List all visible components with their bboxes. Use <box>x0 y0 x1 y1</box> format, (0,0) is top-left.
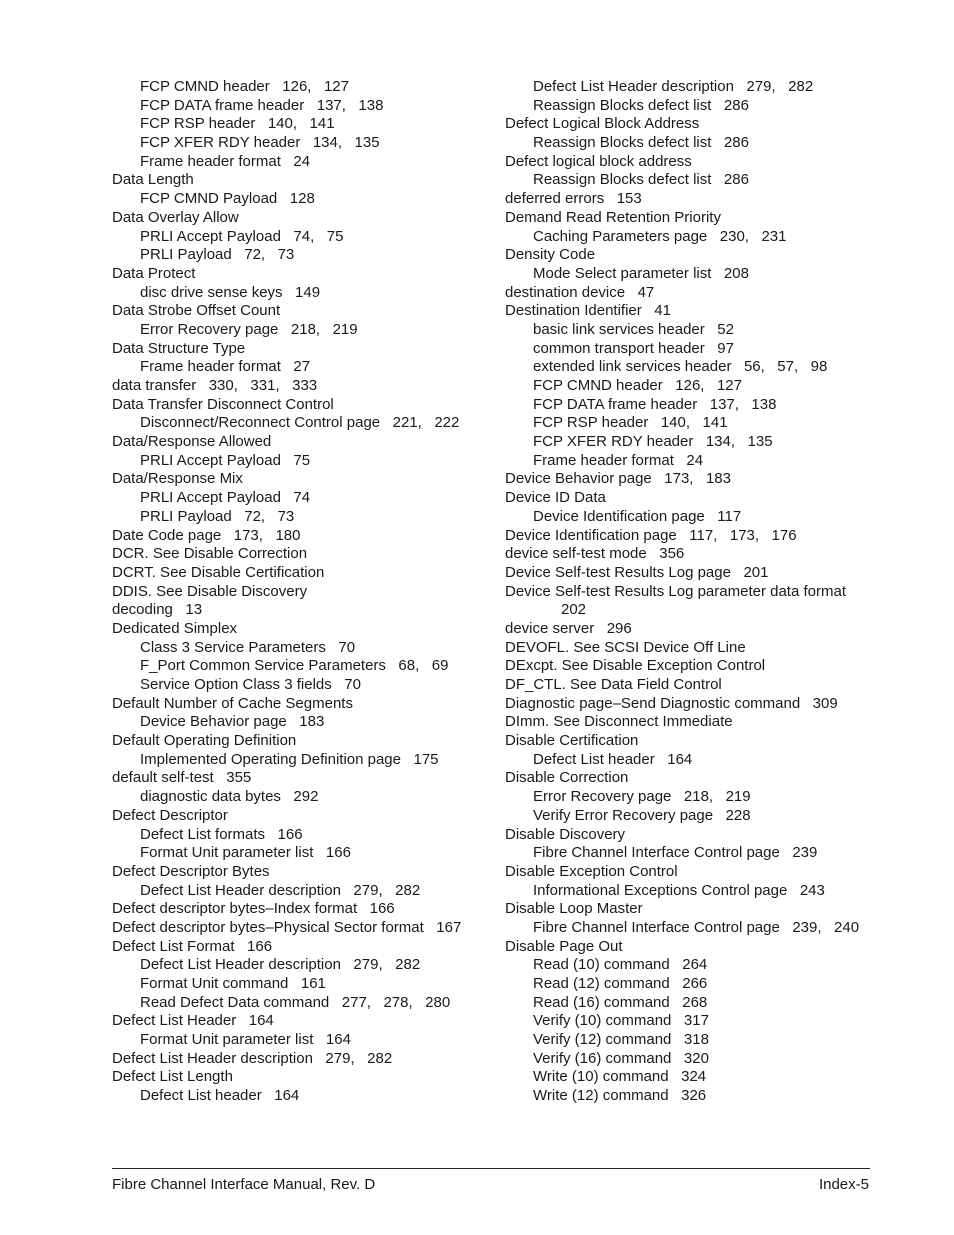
index-entry: Data Strobe Offset Count <box>112 302 281 320</box>
index-subentry: Format Unit parameter list 166 <box>140 844 351 862</box>
index-subentry: PRLI Accept Payload 74 <box>140 489 311 507</box>
index-subentry: Read (10) command 264 <box>533 956 708 974</box>
index-entry: Defect Descriptor Bytes <box>112 862 270 880</box>
index-subentry: Defect List formats 166 <box>140 825 303 843</box>
index-subentry: PRLI Payload 72, 73 <box>140 246 295 264</box>
index-entry: data transfer 330, 331, 333 <box>112 377 318 394</box>
index-entry: Data Overlay Allow <box>112 208 239 226</box>
index-entry: Defect List Length <box>112 1068 233 1086</box>
index-subentry: diagnostic data bytes 292 <box>140 788 319 806</box>
index-subentry: Verify Error Recovery page 228 <box>533 806 751 824</box>
index-entry: Diagnostic page–Send Diagnostic command 309 <box>505 694 838 712</box>
index-entry: DCRT. See Disable Certification <box>112 563 325 581</box>
index-entry: Data/Response Allowed <box>112 433 272 451</box>
index-subentry: Reassign Blocks defect list 286 <box>533 171 749 189</box>
index-subentry: FCP CMND header 126, 127 <box>533 377 742 394</box>
index-subentry: Read (16) command 268 <box>533 993 708 1011</box>
index-entry: Defect descriptor bytes–Physical Sector format 167 <box>112 918 462 936</box>
index-subentry: extended link services header 56, 57, 98 <box>533 358 828 376</box>
index-entry: DExcpt. See Disable Exception Control <box>505 657 766 675</box>
index-subentry: common transport header 97 <box>533 339 734 357</box>
index-subentry: Defect List header 164 <box>140 1087 300 1105</box>
index-subentry: FCP RSP header 140, 141 <box>533 414 728 432</box>
index-entry: Defect List Format 166 <box>112 937 273 955</box>
index-entry: Defect List Header 164 <box>112 1012 274 1030</box>
index-subentry: Fibre Channel Interface Control page 239 <box>533 844 818 862</box>
index-entry: Disable Discovery <box>505 825 626 843</box>
index-entry: DImm. See Disconnect Immediate <box>505 713 733 731</box>
index-subentry: Frame header format 27 <box>140 358 311 376</box>
index-subentry: Write (10) command 324 <box>533 1068 707 1086</box>
index-subentry: Reassign Blocks defect list 286 <box>533 134 749 152</box>
index-subentry: Device Identification page 117 <box>533 507 742 525</box>
index-subentry: Disconnect/Reconnect Control page 221, 222 <box>140 414 460 432</box>
index-entry: destination device 47 <box>505 283 655 301</box>
footer-page-number: Index-5 <box>818 1176 869 1193</box>
index-subentry: Verify (10) command 317 <box>533 1012 709 1030</box>
index-subentry: Implemented Operating Definition page 175 <box>140 750 439 768</box>
index-subentry: Frame header format 24 <box>140 152 311 170</box>
index-entry: Default Number of Cache Segments <box>112 694 353 712</box>
index-entry: Demand Read Retention Priority <box>505 208 721 226</box>
index-entry: device server 296 <box>505 619 632 637</box>
index-subentry: FCP XFER RDY header 134, 135 <box>140 134 380 152</box>
index-subentry: Format Unit parameter list 164 <box>140 1031 351 1049</box>
index-entry: Defect logical block address <box>505 152 692 170</box>
index-subentry: Defect List Header description 279, 282 <box>140 881 421 899</box>
index-subentry: FCP XFER RDY header 134, 135 <box>533 433 773 451</box>
index-subentry: Mode Select parameter list 208 <box>533 264 749 282</box>
index-entry: decoding 13 <box>112 601 203 619</box>
index-entry: Disable Loop Master <box>505 900 643 918</box>
index-entry: DCR. See Disable Correction <box>112 545 308 563</box>
index-subentry: Defect List header 164 <box>533 750 693 768</box>
index-subentry: FCP CMND header 126, 127 <box>140 78 349 95</box>
index-subentry: Reassign Blocks defect list 286 <box>533 96 749 114</box>
index-subentry: PRLI Payload 72, 73 <box>140 507 295 525</box>
index-subentry: Frame header format 24 <box>533 451 704 469</box>
index-entry: deferred errors 153 <box>505 190 642 208</box>
index-entry: Data Protect <box>112 264 196 282</box>
index-subentry: Verify (16) command 320 <box>533 1049 709 1067</box>
index-entry: Data Transfer Disconnect Control <box>112 395 334 413</box>
index-entry: Disable Certification <box>505 732 639 750</box>
index-entry: Device ID Data <box>505 489 606 507</box>
index-subentry: Informational Exceptions Control page 243 <box>533 881 825 899</box>
index-entry: Data Length <box>112 171 194 189</box>
index-entry: Dedicated Simplex <box>112 619 238 637</box>
index-column-right <box>505 78 885 1106</box>
index-subentry: Error Recovery page 218, 219 <box>140 320 358 338</box>
footer-rule <box>112 1168 870 1169</box>
index-subentry: F_Port Common Service Parameters 68, 69 <box>140 657 449 675</box>
index-entry: Defect descriptor bytes–Index format 166 <box>112 900 395 918</box>
index-subentry: Read (12) command 266 <box>533 975 708 992</box>
index-entry: Disable Exception Control <box>505 862 678 880</box>
index-subentry: disc drive sense keys 149 <box>140 283 321 301</box>
index-subentry: Read Defect Data command 277, 278, 280 <box>140 993 451 1011</box>
index-subentry: Format Unit command 161 <box>140 975 326 992</box>
index-entry: Density Code <box>505 246 596 264</box>
index-entry: Device Identification page 117, 173, 176 <box>505 526 797 544</box>
index-entry: Device Behavior page 173, 183 <box>505 470 731 488</box>
index-entry: Defect Descriptor <box>112 806 228 824</box>
index-entry: DF_CTL. See Data Field Control <box>505 676 722 693</box>
index-column-left <box>112 78 492 1106</box>
index-entry: device self-test mode 356 <box>505 545 685 563</box>
footer-manual-title: Fibre Channel Interface Manual, Rev. D <box>112 1176 376 1193</box>
index-subentry: Error Recovery page 218, 219 <box>533 788 751 806</box>
index-subentry: Service Option Class 3 fields 70 <box>140 676 361 693</box>
index-subentry: Defect List Header description 279, 282 <box>533 78 814 95</box>
index-subentry: Write (12) command 326 <box>533 1087 707 1105</box>
index-entry-continuation: 202 <box>561 601 587 619</box>
index-subentry: Fibre Channel Interface Control page 239, 240 <box>533 918 860 936</box>
index-entry: default self-test 355 <box>112 769 252 787</box>
index-subentry: Class 3 Service Parameters 70 <box>140 638 356 656</box>
index-subentry: PRLI Accept Payload 74, 75 <box>140 227 344 245</box>
index-subentry: Verify (12) command 318 <box>533 1031 709 1049</box>
index-subentry: FCP DATA frame header 137, 138 <box>140 96 384 114</box>
index-entry: Device Self-test Results Log page 201 <box>505 563 769 581</box>
index-entry: DEVOFL. See SCSI Device Off Line <box>505 638 746 656</box>
index-entry: DDIS. See Disable Discovery <box>112 582 308 600</box>
index-subentry: FCP DATA frame header 137, 138 <box>533 395 777 413</box>
index-entry: Destination Identifier 41 <box>505 302 671 320</box>
index-entry: Defect List Header description 279, 282 <box>112 1049 393 1067</box>
index-subentry: FCP CMND Payload 128 <box>140 190 315 208</box>
index-entry: Date Code page 173, 180 <box>112 526 301 544</box>
index-entry: Disable Page Out <box>505 937 623 955</box>
index-subentry: Device Behavior page 183 <box>140 713 325 731</box>
index-entry: Defect Logical Block Address <box>505 115 700 133</box>
index-entry: Default Operating Definition <box>112 732 297 750</box>
index-subentry: Defect List Header description 279, 282 <box>140 956 421 974</box>
index-entry: Device Self-test Results Log parameter data format <box>505 582 846 600</box>
index-entry: Data/Response Mix <box>112 470 243 488</box>
index-entry: Disable Correction <box>505 769 629 787</box>
index-subentry: FCP RSP header 140, 141 <box>140 115 335 133</box>
index-subentry: Caching Parameters page 230, 231 <box>533 227 787 245</box>
index-subentry: basic link services header 52 <box>533 320 734 338</box>
index-entry: Data Structure Type <box>112 339 246 357</box>
index-subentry: PRLI Accept Payload 75 <box>140 451 311 469</box>
